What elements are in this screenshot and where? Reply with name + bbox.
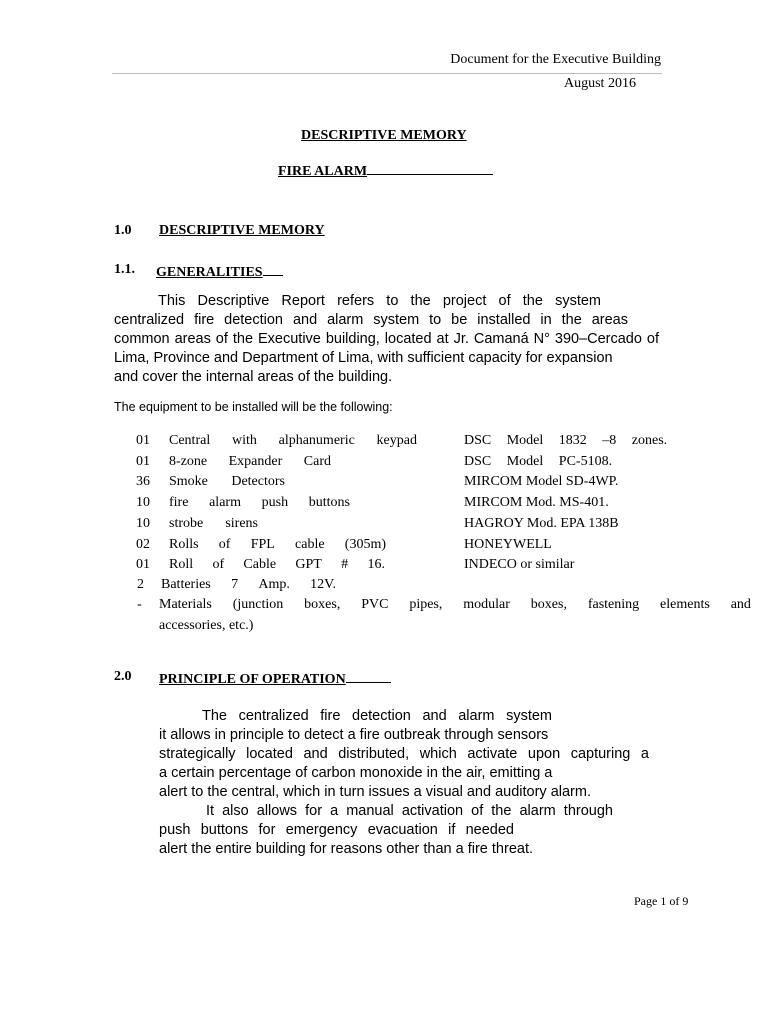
desc-word: Card xyxy=(303,454,331,469)
materials-word: modular xyxy=(463,597,510,612)
equipment-description xyxy=(169,474,285,490)
section-2-underline xyxy=(346,669,391,683)
paragraph-line: centralized fire detection and alarm system to be installed in the areas xyxy=(114,312,628,328)
equipment-description xyxy=(169,433,417,449)
equipment-qty: 02 xyxy=(136,537,150,552)
desc-word: GPT xyxy=(295,557,322,572)
equipment-row xyxy=(0,433,768,453)
equipment-qty: 01 xyxy=(136,433,150,448)
materials-word: (junction xyxy=(232,597,284,612)
desc-word: Roll xyxy=(169,557,194,572)
materials-line xyxy=(159,597,751,613)
desc-word: (305m) xyxy=(344,537,386,552)
section-1-number: 1.0 xyxy=(114,223,132,238)
equipment-model: MIRCOM Mod. MS-401. xyxy=(464,495,609,510)
desc-word: Cable xyxy=(243,557,277,572)
section-2-heading xyxy=(159,669,391,688)
section-1-1-heading-text: GENERALITIES xyxy=(156,265,263,280)
equipment-qty: 10 xyxy=(136,495,150,510)
equipment-row xyxy=(0,537,768,557)
equipment-row xyxy=(0,454,768,474)
desc-word: Amp. xyxy=(258,577,290,592)
desc-word: Smoke xyxy=(169,474,208,489)
equipment-qty: 36 xyxy=(136,474,150,489)
desc-word: with xyxy=(231,433,257,448)
materials-line-2: accessories, etc.) xyxy=(159,618,254,633)
page-number: Page 1 of 9 xyxy=(634,894,689,908)
desc-word: strobe xyxy=(169,516,204,531)
materials-word: boxes, xyxy=(530,597,567,612)
desc-word: push xyxy=(261,495,289,510)
generalities-paragraph xyxy=(114,292,659,387)
document-subtitle xyxy=(278,161,493,180)
equipment-qty: 10 xyxy=(136,516,150,531)
materials-word: PVC xyxy=(361,597,389,612)
equipment-description xyxy=(169,454,331,470)
equipment-description xyxy=(169,516,258,532)
desc-word: sirens xyxy=(225,516,258,531)
desc-word: Batteries xyxy=(161,577,211,592)
document-header-title: Document for the Executive Building xyxy=(450,52,661,67)
equipment-row xyxy=(0,557,768,577)
paragraph-line: common areas of the Executive building, located at Jr. Camaná N° 390–Cercado of xyxy=(114,331,659,347)
equipment-qty: 01 xyxy=(136,454,150,469)
desc-word: of xyxy=(212,557,225,572)
paragraph-line: and cover the internal areas of the building. xyxy=(114,369,393,385)
desc-word: Central xyxy=(169,433,211,448)
desc-word: alarm xyxy=(209,495,241,510)
equipment-model: DSC Model 1832 –8 zones. xyxy=(464,433,668,448)
paragraph-line: a certain percentage of carbon monoxide in the air, emitting a xyxy=(159,765,553,781)
equipment-model: HAGROY Mod. EPA 138B xyxy=(464,516,619,531)
equipment-row xyxy=(0,495,768,515)
paragraph-line: Lima, Province and Department of Lima, with sufficient capacity for expansion xyxy=(114,350,613,366)
document-subtitle-text: FIRE ALARM xyxy=(278,164,368,179)
desc-word: of xyxy=(218,537,231,552)
desc-word: fire xyxy=(169,495,189,510)
equipment-model: INDECO or similar xyxy=(464,557,575,572)
desc-word: 8-zone xyxy=(169,454,208,469)
desc-word: Rolls xyxy=(169,537,199,552)
materials-word: fastening xyxy=(587,597,640,612)
section-2-number: 2.0 xyxy=(114,669,132,684)
materials-word: pipes, xyxy=(409,597,443,612)
operation-paragraph xyxy=(159,707,649,859)
header-divider xyxy=(112,73,662,74)
desc-word: # xyxy=(341,557,349,572)
desc-word: buttons xyxy=(308,495,350,510)
document-header-date: August 2016 xyxy=(564,76,636,91)
desc-word: alphanumeric xyxy=(278,433,355,448)
equipment-qty: 01 xyxy=(136,557,150,572)
materials-word: boxes, xyxy=(304,597,341,612)
paragraph-line: strategically located and distributed, which activate upon capturing a xyxy=(159,746,649,762)
subtitle-underline xyxy=(367,161,493,175)
equipment-description xyxy=(161,577,336,593)
paragraph-line: The centralized fire detection and alarm system xyxy=(202,708,552,724)
section-1-heading: DESCRIPTIVE MEMORY xyxy=(159,223,325,238)
equipment-row xyxy=(0,474,768,494)
equipment-model: HONEYWELL xyxy=(464,537,552,552)
materials-marker: - xyxy=(137,597,142,612)
desc-word: 16. xyxy=(367,557,385,572)
section-1-1-number: 1.1. xyxy=(114,262,135,277)
equipment-row xyxy=(0,577,768,597)
paragraph-line: This Descriptive Report refers to the project of the system xyxy=(158,293,601,309)
equipment-model: MIRCOM Model SD-4WP. xyxy=(464,474,619,489)
equipment-model: DSC Model PC-5108. xyxy=(464,454,613,469)
paragraph-line: It also allows for a manual activation of the alarm through xyxy=(206,803,613,819)
equipment-description xyxy=(169,557,385,573)
equipment-row xyxy=(0,516,768,536)
paragraph-line: alert the entire building for reasons other than a fire threat. xyxy=(159,841,533,857)
section-1-1-heading xyxy=(156,262,283,281)
paragraph-line: push buttons for emergency evacuation if needed xyxy=(159,822,514,838)
document-title: DESCRIPTIVE MEMORY xyxy=(301,128,467,143)
desc-word: cable xyxy=(295,537,325,552)
desc-word: Expander xyxy=(228,454,283,469)
materials-word: elements xyxy=(660,597,710,612)
materials-word: and xyxy=(730,597,751,612)
paragraph-line: alert to the central, which in turn issues a visual and auditory alarm. xyxy=(159,784,591,800)
section-2-heading-text: PRINCIPLE OF OPERATION xyxy=(159,672,346,687)
equipment-description xyxy=(169,495,350,511)
materials-word: Materials xyxy=(159,597,212,612)
equipment-description xyxy=(169,537,386,553)
section-1-1-underline xyxy=(263,262,283,276)
desc-word: Detectors xyxy=(231,474,285,489)
desc-word: FPL xyxy=(250,537,275,552)
paragraph-line: it allows in principle to detect a fire outbreak through sensors xyxy=(159,727,549,743)
equipment-qty: 2 xyxy=(137,577,144,592)
equipment-intro: The equipment to be installed will be the following: xyxy=(114,400,393,414)
desc-word: 7 xyxy=(231,577,239,592)
desc-word: 12V. xyxy=(310,577,336,592)
desc-word: keypad xyxy=(376,433,417,448)
